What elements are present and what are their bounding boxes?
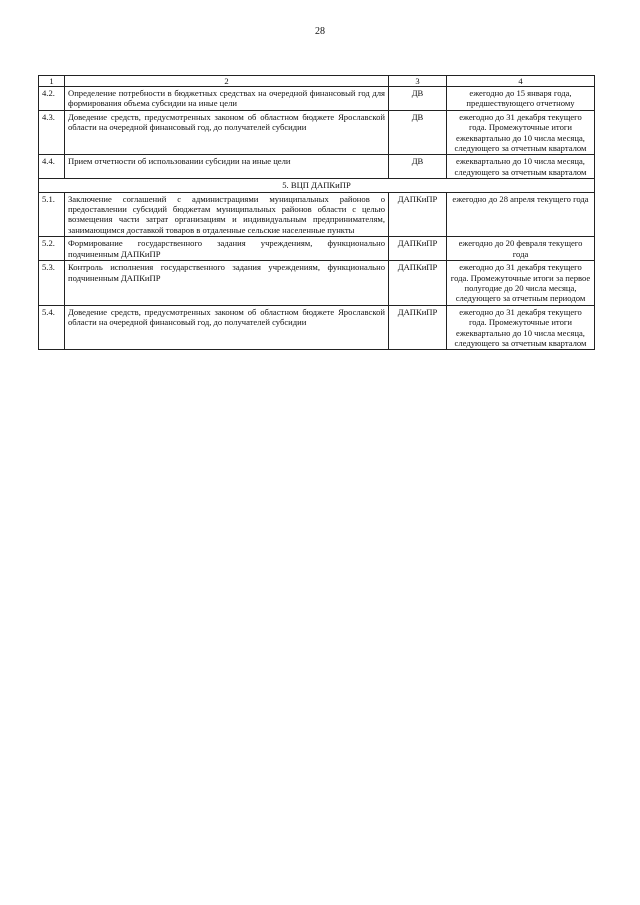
page-number: 28 [315, 26, 325, 37]
row-deadline: ежегодно до 31 декабря текущего года. Промежуточные итоги ежеквартально до 10 числа месяца, следующего за отчетным кварталом [447, 305, 595, 350]
row-number: 5.2. [39, 237, 65, 261]
table-row [39, 87, 595, 111]
row-number: 5.1. [39, 192, 65, 237]
row-number: 4.4. [39, 155, 65, 179]
column-header: 3 [389, 76, 447, 87]
section-title: 5. ВЦП ДАПКиПР [39, 179, 595, 192]
row-deadline: ежегодно до 15 января года, предшествующего отчетному [447, 87, 595, 111]
column-header: 1 [39, 76, 65, 87]
column-header: 2 [65, 76, 389, 87]
table-row [39, 155, 595, 179]
row-description: Формирование государственного задания учреждениям, функционально подчиненным ДАПКиПР [65, 237, 389, 261]
table-header-row [39, 76, 595, 87]
column-header: 4 [447, 76, 595, 87]
row-description: Определение потребности в бюджетных средствах на очередной финансовый год для формирования объема субсидии на иные цели [65, 87, 389, 111]
table-row [39, 110, 595, 155]
row-description: Доведение средств, предусмотренных законом об областном бюджете Ярославской области на очередной финансовый год, до получателей субсидии [65, 110, 389, 155]
row-description: Доведение средств, предусмотренных законом об областном бюджете Ярославской области на очередной финансовый год, до получателей субсидии [65, 305, 389, 350]
row-deadline: ежегодно до 31 декабря текущего года. Промежуточные итоги за первое полугодие до 20 числа месяца, следующего за отчетным периодом [447, 261, 595, 306]
row-deadline: ежеквартально до 10 числа месяца, следующего за отчетным кварталом [447, 155, 595, 179]
row-number: 5.3. [39, 261, 65, 306]
table-row [39, 237, 595, 261]
row-description: Контроль исполнения государственного задания учреждениям, функционально подчиненным ДАПКиПР [65, 261, 389, 306]
row-executor: ДАПКиПР [389, 237, 447, 261]
table-row [39, 192, 595, 237]
row-deadline: ежегодно до 20 февраля текущего года [447, 237, 595, 261]
row-executor: ДАПКиПР [389, 192, 447, 237]
row-executor: ДАПКиПР [389, 261, 447, 306]
row-executor: ДВ [389, 155, 447, 179]
row-executor: ДВ [389, 87, 447, 111]
row-number: 4.2. [39, 87, 65, 111]
row-description: Прием отчетности об использовании субсидии на иные цели [65, 155, 389, 179]
row-executor: ДВ [389, 110, 447, 155]
section-heading-row [39, 179, 595, 192]
row-description: Заключение соглашений с администрациями муниципальных районов о предоставлении субсидий бюджетам муниципальных районов области с целью возмещения части затрат организациям и индивидуальным предпринимателям, занимающимся доставкой товаров в отдаленные сельские населенные пункты [65, 192, 389, 237]
activity-table [38, 75, 595, 350]
row-number: 5.4. [39, 305, 65, 350]
row-deadline: ежегодно до 31 декабря текущего года. Промежуточные итоги ежеквартально до 10 числа месяца, следующего за отчетным кварталом [447, 110, 595, 155]
row-executor: ДАПКиПР [389, 305, 447, 350]
row-number: 4.3. [39, 110, 65, 155]
table-row [39, 305, 595, 350]
row-deadline: ежегодно до 28 апреля текущего года [447, 192, 595, 237]
table-row [39, 261, 595, 306]
